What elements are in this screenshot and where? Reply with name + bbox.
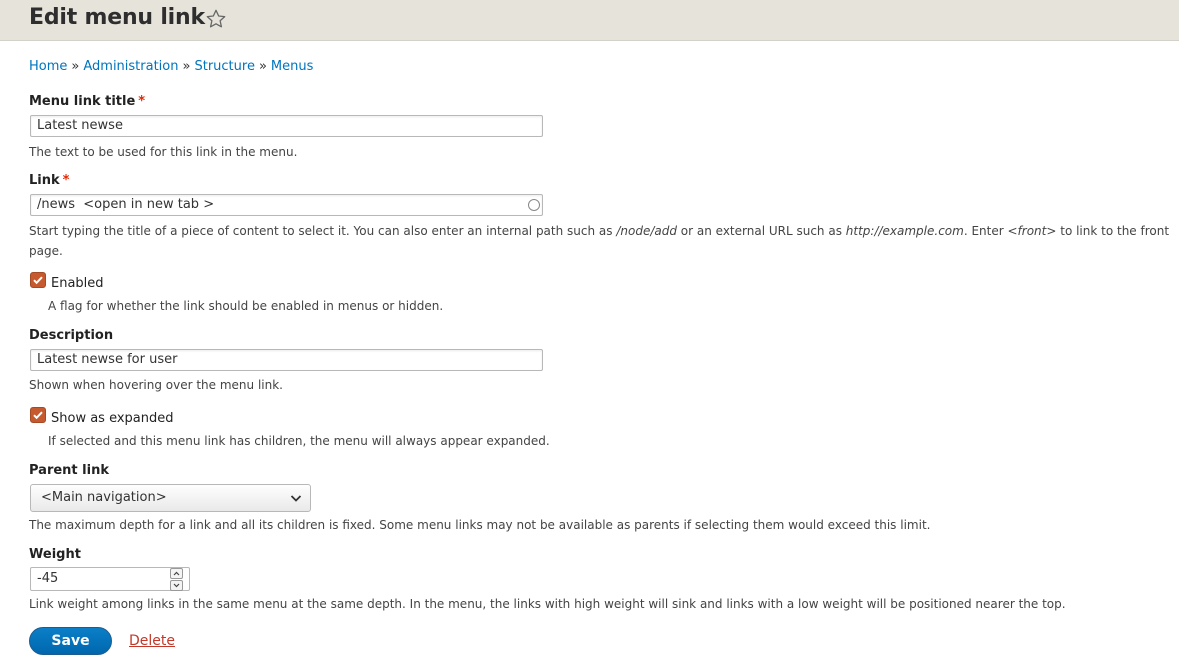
breadcrumb-separator: » [182, 59, 191, 74]
expanded-checkbox[interactable] [30, 407, 46, 423]
expanded-description: If selected and this menu link has children, the menu will always appear expanded. [48, 434, 550, 448]
autocomplete-throbber-icon [528, 199, 540, 211]
menu-link-title-input[interactable]: Latest newse [30, 115, 543, 137]
desc-url-example: http://example.com [845, 224, 964, 238]
description-input[interactable]: Latest newse for user [30, 349, 543, 371]
desc-text: Start typing the title of a piece of content to select it. You can also enter an internal path such as [29, 224, 617, 238]
breadcrumb-separator: » [71, 59, 80, 74]
breadcrumb-structure[interactable]: Structure [194, 59, 255, 74]
enabled-checkbox[interactable] [30, 272, 46, 288]
link-label [29, 173, 69, 188]
parent-link-label: Parent link [29, 463, 109, 478]
parent-link-select[interactable] [30, 484, 311, 512]
page-title: Edit menu link [29, 5, 205, 30]
desc-path-example: /node/add [616, 224, 677, 238]
page-header [0, 0, 1179, 41]
stepper-down-button[interactable] [170, 580, 183, 591]
weight-description: Link weight among links in the same menu at the same depth. In the menu, the links with high weight will sink and links with a low weight will be positioned nearer the top. [29, 597, 1066, 611]
desc-text: . Enter [963, 224, 1008, 238]
menu-link-title-description: The text to be used for this link in the menu. [29, 145, 298, 159]
chevron-down-icon [290, 494, 302, 503]
breadcrumb-administration[interactable]: Administration [83, 59, 179, 74]
weight-label: Weight [29, 547, 81, 562]
enabled-label[interactable]: Enabled [51, 276, 104, 291]
weight-input[interactable]: -45 [30, 567, 190, 591]
label-text: Link [29, 173, 60, 188]
parent-link-description: The maximum depth for a link and all its children is fixed. Some menu links may not be available as parents if selecting them would exceed this limit. [29, 518, 931, 532]
delete-link[interactable]: Delete [129, 633, 175, 649]
desc-text: to link to the front [1056, 224, 1170, 238]
desc-front-example: <front> [1007, 224, 1057, 238]
chevron-up-icon [173, 571, 180, 576]
menu-link-title-label [29, 94, 145, 109]
breadcrumb-home[interactable]: Home [29, 59, 68, 74]
breadcrumb-menus[interactable]: Menus [270, 59, 314, 74]
chevron-down-icon [173, 583, 180, 588]
breadcrumb [29, 59, 313, 74]
required-marker: * [62, 173, 70, 188]
expanded-label[interactable]: Show as expanded [51, 411, 174, 426]
checkmark-icon [32, 409, 44, 421]
link-description [29, 221, 1179, 241]
parent-link-selected: <Main navigation> [41, 490, 167, 505]
link-input[interactable]: /news <open in new tab > [30, 194, 543, 216]
checkmark-icon [32, 274, 44, 286]
star-outline-icon[interactable] [205, 8, 227, 30]
desc-text: or an external URL such as [676, 224, 846, 238]
label-text: Menu link title [29, 94, 136, 109]
link-description-continued: page. [29, 244, 63, 258]
stepper-up-button[interactable] [170, 568, 183, 579]
save-button[interactable]: Save [29, 627, 112, 655]
description-help: Shown when hovering over the menu link. [29, 378, 283, 392]
breadcrumb-separator: » [258, 59, 267, 74]
enabled-description: A flag for whether the link should be enabled in menus or hidden. [48, 299, 444, 313]
description-label: Description [29, 328, 114, 343]
weight-stepper[interactable] [170, 568, 183, 590]
required-marker: * [138, 94, 146, 109]
